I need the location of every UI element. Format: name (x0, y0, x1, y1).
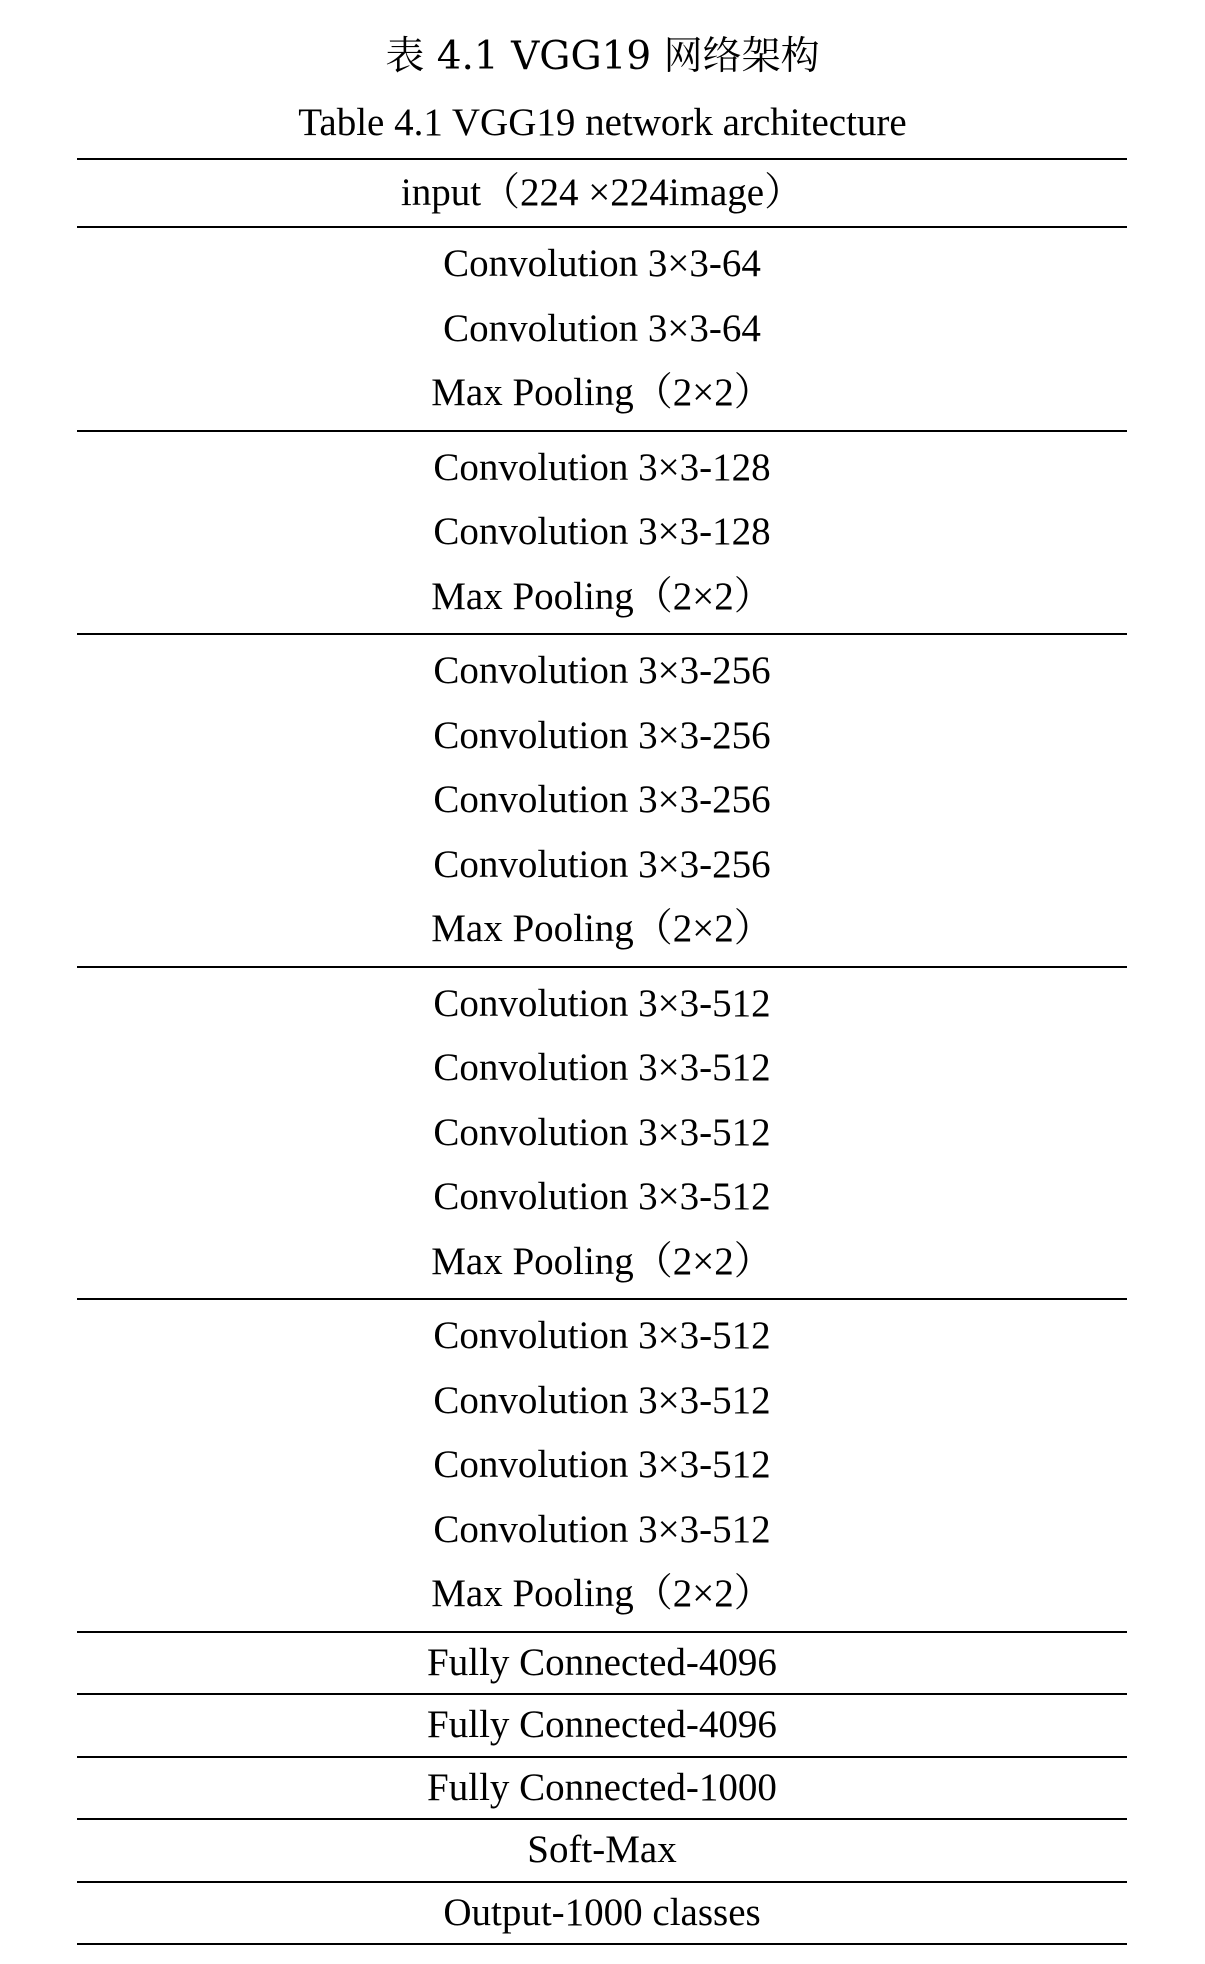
table-caption-english: Table 4.1 VGG19 network architecture (298, 101, 907, 144)
pooling-row: Max Pooling（2×2） (431, 1239, 773, 1283)
vgg19-architecture-table (77, 158, 1127, 1945)
fc-row-2 (77, 1695, 1127, 1758)
layer-row: Convolution 3×3-256 (433, 649, 771, 692)
fully-connected-layer: Fully Connected-4096 (427, 1640, 777, 1684)
output-row (77, 1883, 1127, 1946)
layer-row: Convolution 3×3-128 (433, 510, 771, 553)
layer-row: Convolution 3×3-512 (433, 1046, 771, 1089)
layer-row: Convolution 3×3-512 (433, 1378, 771, 1422)
input-layer: input（224 ×224image） (400, 171, 804, 214)
layer-row: Convolution 3×3-512 (433, 1443, 771, 1486)
layer-row: Convolution 3×3-512 (433, 1175, 771, 1218)
layer-row: Convolution 3×3-64 (443, 306, 761, 350)
layer-row: Convolution 3×3-512 (433, 1110, 771, 1154)
conv-block-4 (77, 968, 1127, 1301)
layer-row: Convolution 3×3-256 (433, 842, 771, 886)
layer-row: Convolution 3×3-512 (433, 1314, 771, 1357)
pooling-row: Max Pooling（2×2） (431, 574, 773, 618)
layer-row: Convolution 3×3-128 (433, 445, 771, 489)
layer-row: Convolution 3×3-512 (433, 981, 771, 1025)
fully-connected-layer: Fully Connected-4096 (427, 1703, 777, 1746)
layer-row: Convolution 3×3-256 (433, 778, 771, 821)
pooling-row: Max Pooling（2×2） (431, 1572, 773, 1615)
table-caption-chinese: 表 4.1 VGG19 网络架构 (385, 34, 820, 79)
output-layer: Output-1000 classes (443, 1890, 761, 1934)
fc-row-3 (77, 1758, 1127, 1821)
softmax-row (77, 1820, 1127, 1883)
input-row (77, 160, 1127, 228)
pooling-row: Max Pooling（2×2） (431, 371, 773, 414)
conv-block-3 (77, 635, 1127, 968)
softmax-layer: Soft-Max (527, 1828, 677, 1871)
conv-block-1 (77, 228, 1127, 432)
fully-connected-layer: Fully Connected-1000 (427, 1765, 777, 1809)
pooling-row: Max Pooling（2×2） (431, 907, 773, 950)
layer-row: Convolution 3×3-512 (433, 1507, 771, 1551)
layer-row: Convolution 3×3-64 (443, 242, 761, 285)
layer-row: Convolution 3×3-256 (433, 713, 771, 757)
conv-block-2 (77, 432, 1127, 636)
fc-row-1 (77, 1633, 1127, 1696)
conv-block-5 (77, 1300, 1127, 1633)
